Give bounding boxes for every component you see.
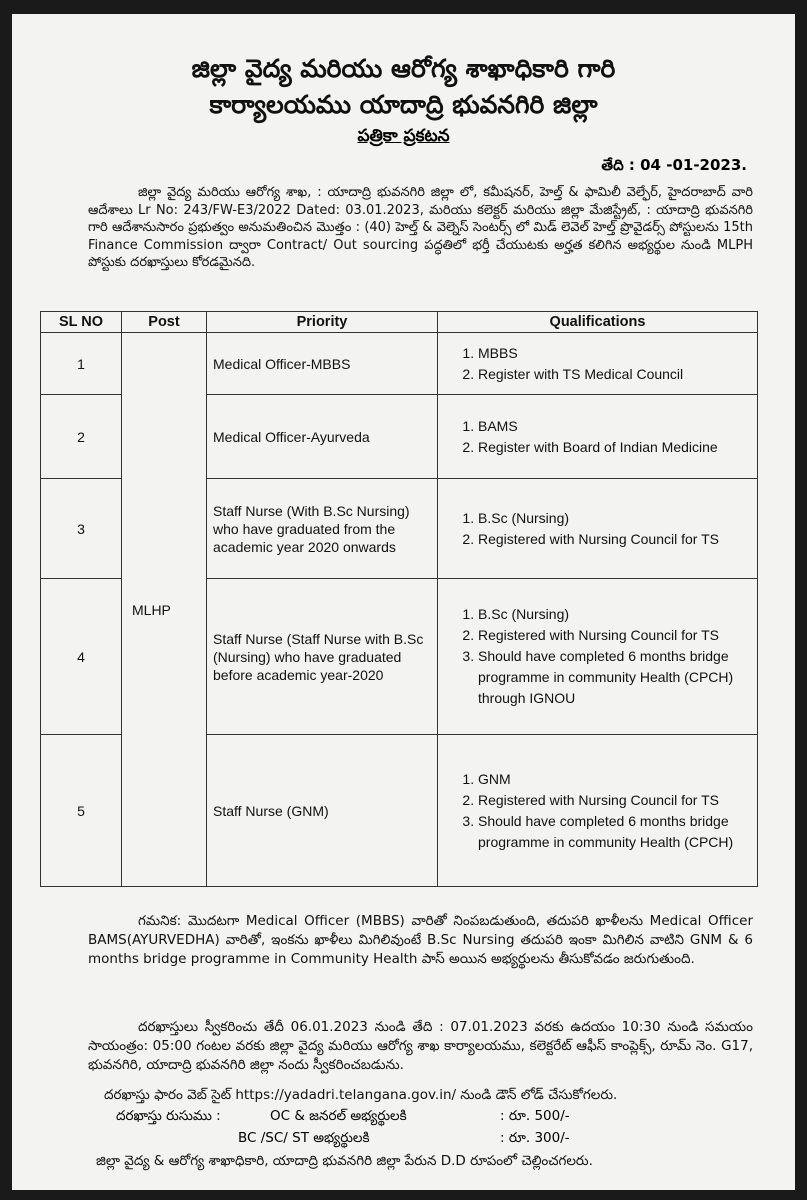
qualification-item: 2. Register with TS Medical Council (478, 364, 751, 385)
fee-category: BC /SC/ ST అభ్యర్థులకి (238, 1130, 370, 1146)
schedule-text: దరఖాస్తులు స్వీకరించు తేదీ 06.01.2023 నుండి తేది : 07.01.2023 వరకు ఉదయం 10:30 నుండి సమయం సాయంత్రం: 05:00 గంటల వరకు జిల్లా వైద్య మరియు ఆరోగ్య శాఖ కార్యాలయము, కలెక్టరేట్ ఆఫీస్ కాంప్లెక్స్, రూమ్ నెం. G17, భువనగిరి, యాదాద్రి భువనగిరి జిల్లా నందు స్వీకరించబడును. (88, 1019, 753, 1073)
qualification-cell (438, 735, 758, 887)
fee-label: దరఖాస్తు రుసుము : (116, 1108, 221, 1124)
note-text: గమనిక: మొదటగా Medical Officer (MBBS) వారితో నింపబడుతుంది, తదుపరి ఖాళీలను Medical Officer BAMS(AYURVEDHA) వారితో, ఇంకను ఖాళీలు మిగిలివుంటే B.Sc Nursing తదుపరి ఇంకా మిగిలిన వాటిని GNM & 6 months bridge programme in Community Health పాస్ అయిన అభ్యర్థులను తీసుకోవడం జరుగుతుంది. (88, 913, 753, 967)
post-cell: MLHP (122, 333, 207, 887)
sl-cell: 5 (41, 735, 122, 887)
qualification-cell (438, 395, 758, 479)
table-header-row (41, 312, 758, 333)
page-title-line2: కార్యాలయము యాదాద్రి భువనగిరి జిల్లా (209, 90, 598, 119)
priority-cell: Staff Nurse (Staff Nurse with B.Sc (Nursing) who have graduated before academic year-2020 (207, 579, 438, 735)
qualification-cell (438, 579, 758, 735)
notice-date: తేది : 04 -01-2023. (601, 156, 747, 174)
table-row (41, 333, 758, 395)
priority-cell: Medical Officer-MBBS (207, 333, 438, 395)
col-header-priority: Priority (207, 312, 438, 333)
qualification-item: 3. Should have completed 6 months bridge programme in community Health (CPCH) through IGNOU (478, 646, 751, 709)
qualification-item: 1. GNM (478, 769, 751, 790)
application-form-line: దరఖాస్తు ఫారం వెబ్ సైట్ https://yadadri.telangana.gov.in/ నుండి డౌన్ లోడ్ చేసుకోగలరు. (104, 1087, 618, 1103)
fee-amount: : రూ. 500/- (500, 1108, 570, 1124)
schedule-paragraph (88, 1018, 753, 1075)
intro-text: జిల్లా వైద్య మరియు ఆరోగ్య శాఖ, : యాదాద్రి భువనగిరి జిల్లా లో, కమీషనర్, హెల్త్ & ఫామిలీ వెల్ఫేర్, హైదరాబాద్ వారి ఆదేశాలు Lr No: 243/FW-E3/2022 Dated: 03.01.2023, మరియు కలెక్టర్ మరియు జిల్లా మేజిస్ట్రేట్, : యాదాద్రి భువనగిరి గారి ఆదేశానుసారం ప్రభుత్వం అనుమతించిన మొత్తం : (40) హెల్త్ & వెల్నెస్ సెంటర్స్ లో మిడ్ లెవెల్ హెల్త్ ప్రొవైడర్స్ పోస్టులను 15th Finance Commission ద్వారా Contract/ Out sourcing పద్ధతిలో భర్తీ చేయుటకు అర్హత కలిగిన అభ్యర్థుల నుండి MLPH పోస్టుకు దరఖాస్తులు కోరడమైనది. (88, 185, 753, 270)
col-header-sl: SL NO (41, 312, 122, 333)
sl-cell: 2 (41, 395, 122, 479)
vacancy-table (40, 311, 758, 887)
qualification-list (444, 416, 751, 458)
qualification-list (444, 508, 751, 550)
col-header-qualifications: Qualifications (438, 312, 758, 333)
qualification-item: 1. B.Sc (Nursing) (478, 604, 751, 625)
qualification-cell (438, 333, 758, 395)
sl-cell: 1 (41, 333, 122, 395)
qualification-item: 1. B.Sc (Nursing) (478, 508, 751, 529)
note-paragraph (88, 912, 753, 969)
qualification-item: 1. MBBS (478, 343, 751, 364)
priority-cell: Staff Nurse (With B.Sc Nursing) who have graduated from the academic year 2020 onwards (207, 479, 438, 579)
press-release-heading: పత్రికా ప్రకటన (357, 126, 450, 146)
qualification-item: 2. Register with Board of Indian Medicine (478, 437, 751, 458)
fee-amount: : రూ. 300/- (500, 1130, 570, 1146)
intro-paragraph (88, 184, 753, 272)
priority-cell: Medical Officer-Ayurveda (207, 395, 438, 479)
sl-cell: 4 (41, 579, 122, 735)
page-title: జిల్లా వైద్య మరియు ఆరోగ్య శాఖాధికారి గారి (191, 54, 616, 83)
qualification-cell (438, 479, 758, 579)
qualification-item: 2. Registered with Nursing Council for TS (478, 790, 751, 811)
qualification-list (444, 769, 751, 853)
qualification-item: 1. BAMS (478, 416, 751, 437)
fee-category: OC & జనరల్ అభ్యర్థులకి (270, 1108, 407, 1124)
sl-cell: 3 (41, 479, 122, 579)
qualification-list (444, 343, 751, 385)
qualification-item: 2. Registered with Nursing Council for TS (478, 625, 751, 646)
qualification-list (444, 604, 751, 709)
priority-cell: Staff Nurse (GNM) (207, 735, 438, 887)
payment-instruction: జిల్లా వైద్య & ఆరోగ్య శాఖాధికారి, యాదాద్రి భువనగిరి జిల్లా పేరున D.D రూపంలో చెల్లించగలరు. (96, 1153, 593, 1169)
qualification-item: 3. Should have completed 6 months bridge programme in community Health (CPCH) (478, 811, 751, 853)
qualification-item: 2. Registered with Nursing Council for TS (478, 529, 751, 550)
col-header-post: Post (122, 312, 207, 333)
notice-page (12, 14, 795, 1190)
